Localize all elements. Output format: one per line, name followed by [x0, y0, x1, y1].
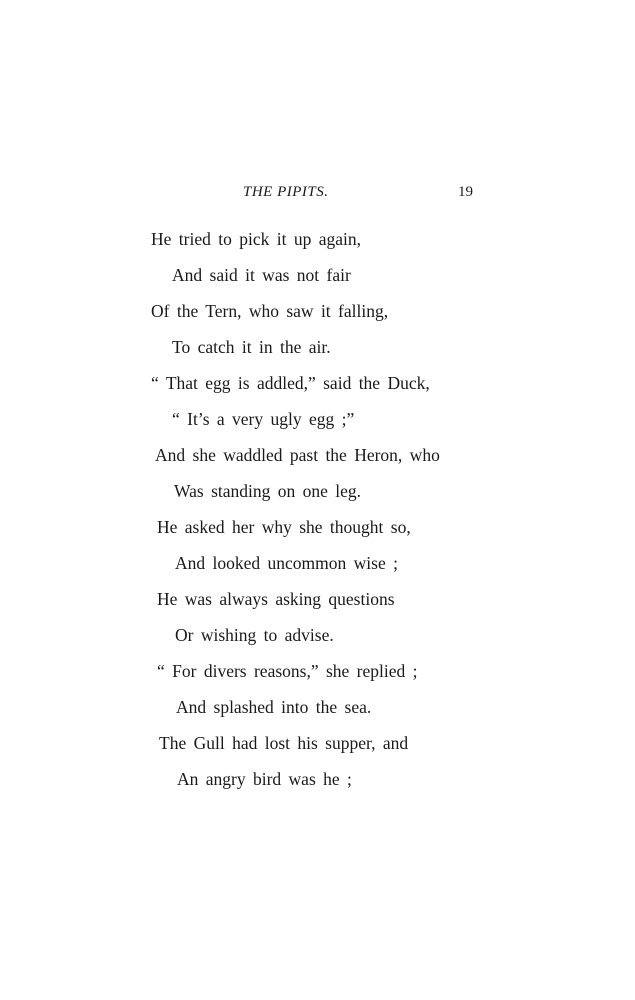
- poem-line-12: Or wishing to advise.: [175, 625, 334, 645]
- poem-line-10: And looked uncommon wise ;: [175, 553, 398, 573]
- poem-line-9: He asked her why she thought so,: [157, 517, 411, 537]
- poem-line-5: “ That egg is addled,” said the Duck,: [151, 373, 430, 393]
- poem-line-4: To catch it in the air.: [172, 337, 331, 357]
- poem-line-8: Was standing on one leg.: [174, 481, 362, 501]
- poem-line-11: He was always asking questions: [157, 589, 395, 609]
- poem-line-2: And said it was not fair: [172, 265, 351, 285]
- poem-line-3: Of the Tern, who saw it falling,: [151, 301, 389, 321]
- running-title: THE PIPITS.: [243, 184, 329, 200]
- poem-line-13: “ For divers reasons,” she replied ;: [157, 661, 418, 681]
- running-head: [0, 184, 635, 206]
- page-number: 19: [458, 184, 473, 200]
- poem-line-14: And splashed into the sea.: [176, 697, 372, 717]
- poem-line-1: He tried to pick it up again,: [151, 229, 361, 249]
- poem-line-16: An angry bird was he ;: [177, 769, 352, 789]
- poem-line-6: “ It’s a very ugly egg ;”: [172, 409, 355, 429]
- poem-line-15: The Gull had lost his supper, and: [159, 733, 409, 753]
- poem-line-7: And she waddled past the Heron, who: [155, 445, 440, 465]
